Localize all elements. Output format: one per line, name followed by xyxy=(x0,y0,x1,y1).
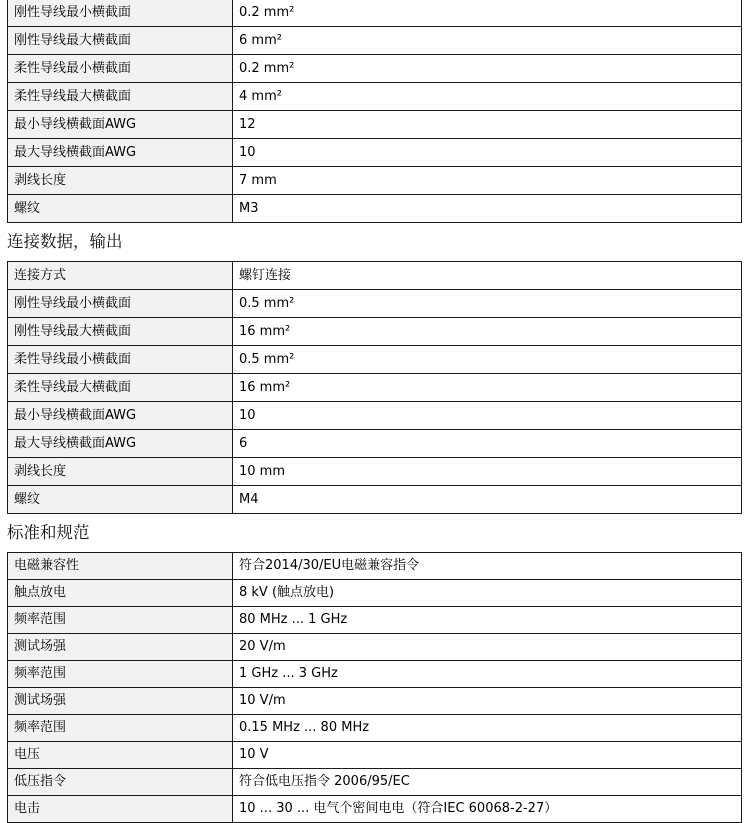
table-row xyxy=(8,402,742,430)
spec-label: 电压 xyxy=(8,742,233,769)
table-row xyxy=(8,553,742,580)
spec-label: 电击 xyxy=(8,796,233,823)
standards-table xyxy=(7,552,742,823)
table-row xyxy=(8,580,742,607)
spec-label: 最大导线横截面AWG xyxy=(8,139,233,167)
spec-label: 柔性导线最小横截面 xyxy=(8,346,233,374)
spec-label: 触点放电 xyxy=(8,580,233,607)
spec-label: 柔性导线最小横截面 xyxy=(8,55,233,83)
table-row xyxy=(8,290,742,318)
spec-value: 12 xyxy=(233,111,742,139)
spec-value: 符合低电压指令 2006/95/EC xyxy=(233,769,742,796)
spec-label: 频率范围 xyxy=(8,607,233,634)
table-row xyxy=(8,486,742,514)
spec-label: 最小导线横截面AWG xyxy=(8,402,233,430)
spec-label: 频率范围 xyxy=(8,715,233,742)
spec-label: 剥线长度 xyxy=(8,458,233,486)
table-row xyxy=(8,111,742,139)
table-row xyxy=(8,195,742,223)
spec-value: M4 xyxy=(233,486,742,514)
spec-value: 0.15 MHz ... 80 MHz xyxy=(233,715,742,742)
spec-label: 螺纹 xyxy=(8,195,233,223)
spec-label: 连接方式 xyxy=(8,262,233,290)
spec-value: 80 MHz ... 1 GHz xyxy=(233,607,742,634)
table-row xyxy=(8,796,742,823)
spec-label: 最小导线横截面AWG xyxy=(8,111,233,139)
spec-value: 20 V/m xyxy=(233,634,742,661)
table-row xyxy=(8,458,742,486)
spec-value: 0.5 mm² xyxy=(233,290,742,318)
spec-label: 刚性导线最小横截面 xyxy=(8,290,233,318)
output-connection-table xyxy=(7,261,742,514)
table-row xyxy=(8,262,742,290)
table-row xyxy=(8,430,742,458)
spec-label: 柔性导线最大横截面 xyxy=(8,374,233,402)
standards-section-title: 标准和规范 xyxy=(7,523,90,542)
spec-label: 测试场强 xyxy=(8,688,233,715)
input-connection-table xyxy=(7,0,742,223)
table-row xyxy=(8,139,742,167)
spec-value: 16 mm² xyxy=(233,318,742,346)
table-row xyxy=(8,634,742,661)
spec-value: 10 xyxy=(233,402,742,430)
spec-value: 4 mm² xyxy=(233,83,742,111)
spec-value: 16 mm² xyxy=(233,374,742,402)
table-row xyxy=(8,27,742,55)
table-row xyxy=(8,0,742,27)
spec-value: 8 kV (触点放电) xyxy=(233,580,742,607)
spec-value: 6 xyxy=(233,430,742,458)
spec-value: 7 mm xyxy=(233,167,742,195)
table-row xyxy=(8,607,742,634)
spec-label: 刚性导线最大横截面 xyxy=(8,27,233,55)
spec-value: 6 mm² xyxy=(233,27,742,55)
spec-label: 低压指令 xyxy=(8,769,233,796)
spec-value: 0.2 mm² xyxy=(233,0,742,27)
table-row xyxy=(8,661,742,688)
spec-value: 10 mm xyxy=(233,458,742,486)
spec-label: 频率范围 xyxy=(8,661,233,688)
spec-value: 10 V xyxy=(233,742,742,769)
table-row xyxy=(8,55,742,83)
table-row xyxy=(8,83,742,111)
table-row xyxy=(8,318,742,346)
table-row xyxy=(8,346,742,374)
spec-value: 0.5 mm² xyxy=(233,346,742,374)
spec-label: 最大导线横截面AWG xyxy=(8,430,233,458)
table-row xyxy=(8,742,742,769)
spec-value: 10 ... 30 ... 电气个密间电电（符合IEC 60068-2-27） xyxy=(233,796,742,823)
spec-value: M3 xyxy=(233,195,742,223)
spec-value: 10 xyxy=(233,139,742,167)
table-row xyxy=(8,374,742,402)
spec-value: 10 V/m xyxy=(233,688,742,715)
spec-value: 符合2014/30/EU电磁兼容指令 xyxy=(233,553,742,580)
spec-label: 柔性导线最大横截面 xyxy=(8,83,233,111)
spec-label: 刚性导线最大横截面 xyxy=(8,318,233,346)
spec-label: 测试场强 xyxy=(8,634,233,661)
table-row xyxy=(8,715,742,742)
spec-label: 刚性导线最小横截面 xyxy=(8,0,233,27)
spec-label: 螺纹 xyxy=(8,486,233,514)
output-section-title: 连接数据，输出 xyxy=(7,232,123,251)
table-row xyxy=(8,167,742,195)
spec-label: 电磁兼容性 xyxy=(8,553,233,580)
spec-value: 螺钉连接 xyxy=(233,262,742,290)
spec-label: 剥线长度 xyxy=(8,167,233,195)
spec-value: 1 GHz ... 3 GHz xyxy=(233,661,742,688)
spec-value: 0.2 mm² xyxy=(233,55,742,83)
table-row xyxy=(8,688,742,715)
table-row xyxy=(8,769,742,796)
